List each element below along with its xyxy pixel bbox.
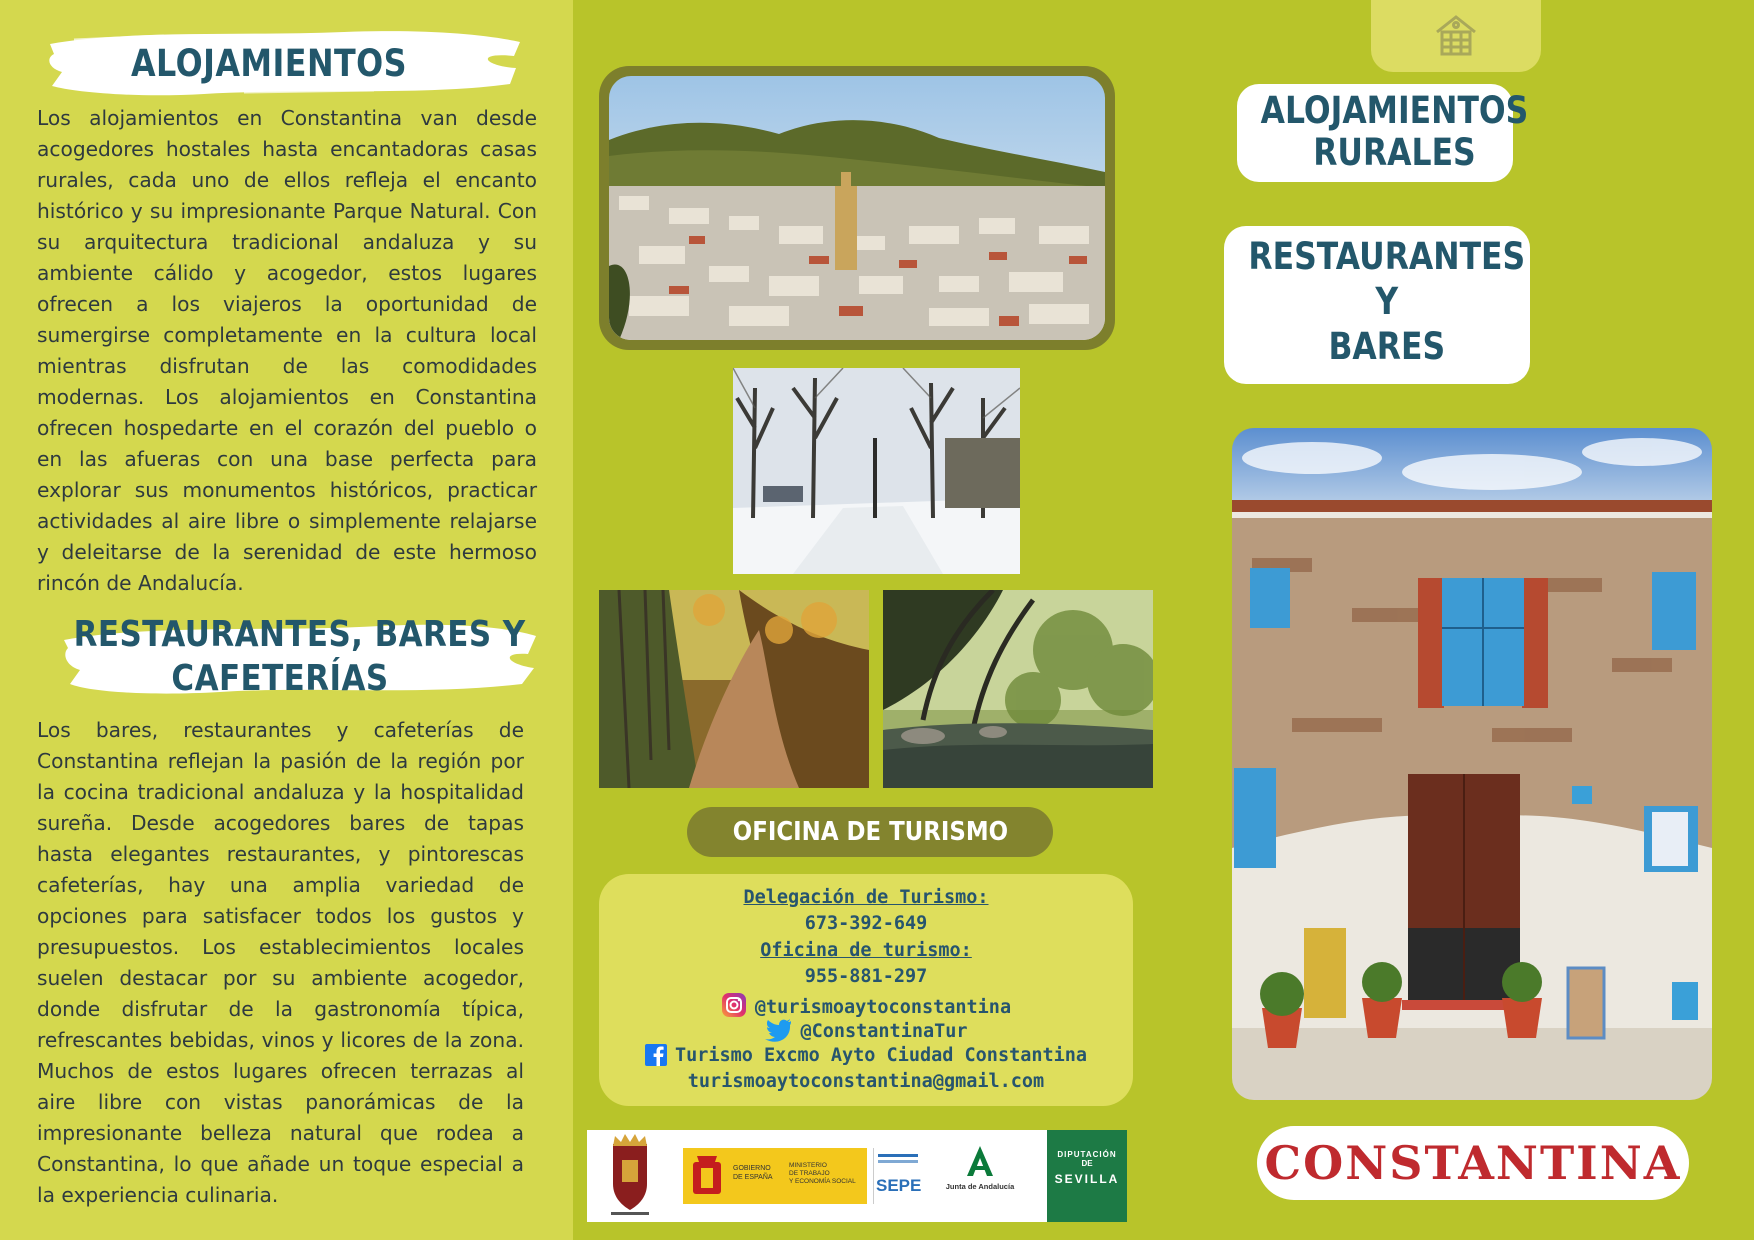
instagram-icon xyxy=(721,992,747,1018)
autumn-path-photo xyxy=(599,590,869,788)
constantina-coat-of-arms-logo xyxy=(607,1134,653,1218)
tourism-office-title: OFICINA DE TURISMO xyxy=(732,817,1008,847)
delegacion-label: Delegación de Turismo: xyxy=(743,887,989,908)
junta-text: Junta de Andalucía xyxy=(945,1182,1015,1191)
top-tab xyxy=(1371,0,1541,72)
facebook-line[interactable] xyxy=(599,1044,1133,1068)
gobierno-line2: DE ESPAÑA xyxy=(733,1174,773,1181)
diputacion-sevilla-logo xyxy=(1047,1130,1127,1222)
contact-box xyxy=(599,874,1133,1106)
sepe-logo xyxy=(873,1148,922,1204)
restaurants-heading-line1: RESTAURANTES, BARES Y xyxy=(73,614,526,655)
oficina-phone: 955-881-297 xyxy=(804,966,928,987)
rural-box-line2: RURALES xyxy=(1313,131,1476,174)
rural-accommodation-box xyxy=(1237,84,1529,182)
twitter-bird-icon xyxy=(764,1018,792,1042)
instagram-line[interactable] xyxy=(599,992,1133,1020)
diputacion-line2: DE xyxy=(1081,1159,1093,1168)
rural-house-facade-photo xyxy=(1232,428,1712,1100)
accommodations-text: Los alojamientos en Constantina van desde acogedores hostales hasta encantadoras casas rurales, cada uno de ellos refleja el encanto histórico y su impresionante Parque Natural. Con su arquitectura tradicional andaluza y su ambiente cálido y acogedor, estos lugares ofrecen a los viajeros la oportunidad de sumergirse completamente en la cultura local mientras disfrutan de las comodidades modernas. Los alojamientos en Constantina ofrecen hospedarte en el corazón del pueblo o en las afueras con una base perfecta para explorar sus monumentos históricos, practicar actividades al aire libre o simplemente relajarse y deleitarse de la serenidad de este hermoso rincón de Andalucía. xyxy=(37,106,537,595)
left-panel xyxy=(0,0,573,1240)
junta-a-icon xyxy=(963,1144,997,1178)
diputacion-line3: SEVILLA xyxy=(1054,1172,1120,1186)
sepe-text: SEPE xyxy=(876,1176,922,1195)
right-panel xyxy=(1179,0,1754,1240)
restaurants-bars-box xyxy=(1224,226,1530,384)
spanish-royal-shield-icon xyxy=(691,1154,723,1198)
sponsor-logos-strip xyxy=(587,1130,1127,1222)
ministerio-line2: DE TRABAJO xyxy=(789,1170,830,1177)
ministerio-line3: Y ECONOMÍA SOCIAL xyxy=(789,1178,856,1185)
restaurants-heading-line2: CAFETERÍAS xyxy=(171,658,389,699)
ministerio-line1: MINISTERIO xyxy=(789,1162,827,1169)
oficina-label: Oficina de turismo: xyxy=(760,940,972,961)
gobierno-ministerio-logo xyxy=(683,1148,867,1204)
restaurants-box-line2: Y xyxy=(1375,280,1399,323)
gobierno-line1: GOBIERNO xyxy=(733,1165,771,1172)
accommodations-heading: ALOJAMIENTOS xyxy=(130,42,407,85)
constantina-title-box xyxy=(1257,1126,1689,1200)
email-address[interactable]: turismoaytoconstantina@gmail.com xyxy=(687,1071,1045,1092)
river-forest-photo xyxy=(883,590,1153,788)
twitter-handle: @ConstantinaTur xyxy=(800,1021,968,1042)
delegacion-phone: 673-392-649 xyxy=(804,913,928,934)
junta-andalucia-logo xyxy=(935,1144,1025,1212)
restaurants-box-line3: BARES xyxy=(1328,325,1446,368)
diputacion-line1: DIPUTACIÓN xyxy=(1057,1150,1117,1159)
restaurants-box-line1: RESTAURANTES xyxy=(1248,235,1526,278)
middle-panel xyxy=(573,0,1179,1240)
house-icon xyxy=(1433,12,1479,58)
rural-box-line1: ALOJAMIENTOS xyxy=(1260,89,1529,132)
twitter-line[interactable] xyxy=(599,1018,1133,1044)
town-panorama-photo xyxy=(599,66,1115,350)
constantina-title: CONSTANTINA xyxy=(1264,1136,1682,1190)
facebook-page: Turismo Excmo Ayto Ciudad Constantina xyxy=(674,1045,1088,1066)
snowy-avenue-photo xyxy=(733,368,1020,574)
facebook-icon xyxy=(645,1044,667,1066)
restaurants-text: Los bares, restaurantes y cafeterías de Constantina reflejan la pasión de la región por la cocina tradicional andaluza y la hospitalidad sureña. Desde acogedores bares de tapas hasta elegantes restaurantes, y pintorescas cafeterías, hay una amplia variedad de opciones para satisfacer todos los gustos y presupuestos. Los establecimientos locales suelen destacar por su ambiente acogedor, donde disfrutar de la gastronomía típica, refrescantes bebidas, vinos y licores de la zona. Muchos de estos lugares ofrecen terrazas al aire libre con vistas panorámicas de la impresionante belleza natural que rodea a Constantina, lo que añade un toque especial a la experiencia culinaria. xyxy=(37,718,524,1207)
instagram-handle: @turismoaytoconstantina xyxy=(754,997,1012,1018)
tourism-office-pill xyxy=(687,807,1053,857)
